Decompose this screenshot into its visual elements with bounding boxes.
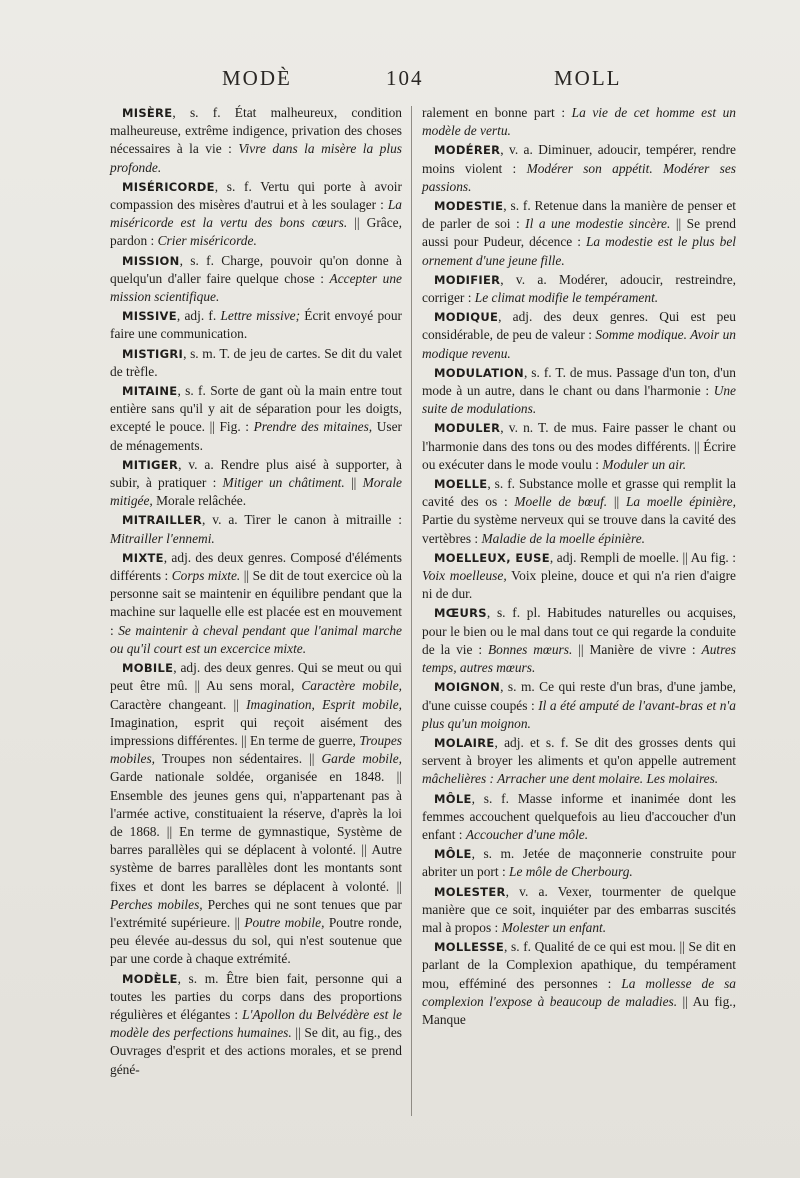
definition-text: , s. f. Retenue dans la manière de penser et de parler de soi : [422, 198, 736, 232]
definition-text: , v. a. Rendre plus aisé à supporter, à subir, à pratiquer : [110, 456, 402, 491]
example-text: Voix moelleuse, [422, 568, 507, 584]
example-text: La modestie est le plus bel ornement d'une jeune fille. [422, 234, 736, 268]
dictionary-entry [422, 419, 736, 474]
dictionary-entry [422, 475, 736, 548]
entry-headword: MODESTIE [434, 199, 504, 214]
dictionary-entry [422, 549, 736, 604]
entry-headword: MODÉRER [434, 143, 501, 158]
running-head [0, 66, 800, 98]
definition-text: Caractère changeant. || [110, 696, 247, 712]
entry-headword: MOIGNON [434, 680, 501, 695]
definition-text: , v. a. Vexer, tourmenter de quelque manière que ce soit, inquiéter par des embarras suscités mal à propos : [422, 883, 736, 935]
entry-headword: MISÈRE [122, 106, 173, 120]
dictionary-entry [110, 511, 402, 547]
definition-text: || Se dit de tout exercice où la personne sait se maintenir en équilibre pendant que la machine sur laquelle elle est placée est en mouvement : [110, 568, 402, 638]
definition-text: , s. f. Vertu qui porte à avoir compassion des misères d'autrui et à les soulager : [110, 178, 402, 213]
definition-text: || [344, 475, 363, 491]
example-text: L'Apollon du Belvédère est le modèle des perfections humaines. [110, 1006, 402, 1041]
example-text: Le climat modifie le tempérament. [474, 290, 659, 306]
entry-headword: MISSION [122, 253, 180, 268]
entry-headword: MODIQUE [434, 310, 499, 325]
definition-text: , s. f. Qualité de ce qui est mou. || Se dit en parlant de la Complexion apathique, du tempérament mou, efféminé des personnes : [422, 939, 736, 991]
definition-text: Garde nationale soldée, organisée en 1848. || Ensemble des jeunes gens qui, n'appartenant pas à l'armée active, constituaient la réserve, d'après la loi de 1868. || En terme de gymnastique, Système de barres parallèles qui se déplacent à volonté. || Autre système de barres parallèles dont les montants sont fixes et dont les barres se déplacent à volonté. || [110, 769, 402, 894]
dictionary-entry [110, 382, 402, 455]
example-text: La moelle épinière, [625, 494, 736, 510]
definition-text: , s. m. Être bien fait, personne qui a toutes les parties du corps dans des proportions régulières et élégantes : [110, 970, 402, 1022]
dictionary-entry [422, 734, 736, 789]
example-text: La miséricorde est la vertu des bons cœurs. [110, 197, 402, 231]
definition-text: || Grâce, pardon : [110, 215, 402, 249]
entry-headword: MODIFIER [434, 272, 501, 287]
definition-text: , v. a. Tirer le canon à mitraille : [201, 512, 402, 528]
definition-text: , s. m. Ce qui reste d'un bras, d'une jambe, d'une cuisse coupés : [422, 679, 736, 713]
definition-text: ralement en bonne part : [422, 105, 572, 120]
example-text: Maladie de la moelle épinière. [481, 530, 645, 546]
example-text: Poutre mobile, [244, 914, 325, 930]
example-text: Vivre dans la misère la plus profonde. [110, 141, 402, 175]
entry-headword: MODULER [434, 421, 501, 436]
definition-text: , s. f. pl. Habitudes naturelles ou acquises, pour le bien ou le mal dans tout ce qui regarde la conduite de la vie : [422, 605, 736, 657]
example-text: Accoucher d'une môle. [465, 826, 589, 842]
dictionary-entry [422, 104, 736, 140]
entry-headword: MITAINE [122, 384, 178, 399]
dictionary-entry [422, 197, 736, 270]
example-text: Molester un enfant. [501, 919, 607, 935]
dictionary-entry [422, 604, 736, 677]
entry-headword: MOLAIRE [434, 735, 495, 750]
dictionary-entry [110, 970, 402, 1079]
example-text: Une suite de modulations. [422, 383, 736, 417]
dictionary-entry [422, 678, 736, 733]
dictionary-entry [110, 345, 402, 381]
definition-text: , s. f. T. de mus. Passage d'un ton, d'un mode à un autre, dans le chant ou dans l'harmonie : [422, 364, 736, 399]
entry-headword: MIXTE [122, 550, 164, 565]
example-text: Corps mixte. [171, 568, 241, 584]
example-text: Perches mobiles, [110, 896, 203, 912]
dictionary-entry [422, 141, 736, 196]
definition-text: , adj. des deux genres. Qui se meut ou qui peut être mû. || Au sens moral, [110, 660, 402, 694]
definition-text: , v. a. Modérer, adoucir, restreindre, corriger : [422, 271, 736, 306]
example-text: Mitiger un châtiment. [222, 475, 345, 491]
dictionary-entry [422, 271, 736, 307]
example-text: Moduler un air. [602, 456, 687, 472]
example-text: Troupes mobiles, [110, 732, 402, 767]
entry-headword: MODÈLE [122, 971, 178, 986]
example-text: Il a été amputé de l'avant-bras et n'a plus qu'un moignon. [422, 697, 736, 731]
definition-text: , s. f. Charge, pouvoir qu'on donne à quelqu'un d'aller faire quelque chose : [110, 252, 402, 286]
entry-headword: MOELLEUX, EUSE [434, 550, 550, 565]
example-text: Lettre missive; [220, 308, 301, 324]
example-text: La vie de cet homme est un modèle de vertu. [422, 105, 737, 139]
definition-text: || Se prend aussi pour Pudeur, décence : [422, 216, 736, 250]
definition-text: , adj. et s. f. Se dit des grosses dents qui servent à broyer les aliments et qu'on appelle autrement [422, 734, 736, 769]
definition-text: , s. m. Jetée de maçonnerie construite pour abriter un port : [422, 846, 736, 880]
definition-text: , adj. Rempli de moelle. || Au fig. : [549, 549, 736, 565]
example-text: Le môle de Cherbourg. [509, 864, 633, 880]
definition-text: , adj. des deux genres. Qui est peu considérable, de peu de valeur : [422, 309, 736, 343]
definition-text: , s. f. Masse informe et inanimée dont les femmes accouchent quelquefois au lieu d'accoucher d'un enfant : [422, 790, 736, 842]
definition-text: , v. a. Diminuer, adoucir, tempérer, rendre moins violent : [422, 142, 736, 176]
entry-headword: MISSIVE [122, 309, 177, 324]
dictionary-entry [110, 104, 402, 177]
dictionary-entry [422, 364, 736, 419]
example-text: Autres temps, autres mœurs. [422, 641, 736, 676]
dictionary-entry [110, 178, 402, 251]
definition-text: , s. f. Substance molle et grasse qui remplit la cavité des os : [422, 476, 736, 510]
definition-text: Troupes non sédentaires. || [155, 751, 322, 767]
page-number: 104 [386, 66, 424, 90]
dictionary-entry [110, 252, 402, 307]
example-text: Garde mobile, [321, 751, 402, 767]
example-text: Modérer son appétit. Modérer ses passions. [422, 160, 736, 194]
entry-headword: MOBILE [122, 661, 174, 676]
dictionary-entry [422, 938, 736, 1029]
definition-text: , s. f. Sorte de gant où la main entre tout entière sans qu'il y ait de séparation pour les doigts, excepté le pouce. || Fig. : [110, 383, 402, 435]
dictionary-entry [422, 845, 736, 881]
definition-text: User de ménagements. [110, 419, 403, 453]
entry-headword: MISTIGRI [122, 346, 184, 361]
entry-headword: MITIGER [122, 457, 179, 472]
definition-text: , adj. des deux genres. Composé d'éléments différents : [110, 549, 402, 584]
definition-text: , v. n. T. de mus. Faire passer le chant ou l'harmonie dans des tons ou des modes différents. || Écrire ou exécuter dans le mode voulu : [422, 420, 736, 472]
definition-text: || Au fig., Manque [422, 993, 736, 1027]
entry-headword: MISÉRICORDE [122, 179, 215, 194]
dictionary-entry [422, 790, 736, 845]
example-text: Mitrailler l'ennemi. [110, 530, 215, 546]
entry-headword: MÔLE [434, 847, 472, 862]
dictionary-entry [422, 308, 736, 363]
definition-text: Écrit envoyé pour faire une communication. [110, 308, 403, 342]
definition-text: Morale relâchée. [152, 493, 247, 509]
example-text: mâchelières : Arracher une dent molaire. Les molaires. [422, 771, 719, 787]
definition-text: , s. m. T. de jeu de cartes. Se dit du valet de trèfle. [110, 345, 402, 379]
dictionary-entry [110, 659, 402, 968]
example-text: Caractère mobile, [301, 678, 402, 694]
entry-headword: MITRAILLER [122, 513, 202, 528]
definition-text: Voix pleine, douce et qui n'a rien d'aigre ni de dur. [422, 568, 736, 602]
dictionary-entry [422, 883, 736, 938]
definition-text: Poutre ronde, peu élevée au-dessus du sol, qui n'est soutenue que par une corde à chaque extrémité. [110, 914, 402, 967]
entry-headword: MŒURS [434, 606, 487, 621]
entry-headword: MODULATION [434, 365, 524, 380]
right-column [422, 104, 736, 1030]
definition-text: Perches qui ne sont tenues que par l'extrémité supérieure. || [110, 896, 402, 930]
entry-headword: MOELLE [434, 477, 488, 492]
example-text: Morale mitigée, [110, 475, 402, 509]
header-right-guideword: MOLL [554, 66, 622, 90]
example-text: Crier miséricorde. [157, 233, 257, 249]
entry-headword: MOLLESSE [434, 940, 505, 955]
entry-headword: MÔLE [434, 791, 472, 806]
example-text: Prendre des mitaines, [253, 419, 373, 435]
definition-text: , s. f. État malheureux, condition malheureuse, extrême indigence, privation des choses nécessaires à la vie : [110, 105, 402, 157]
dictionary-entry [110, 549, 402, 658]
definition-text: , adj. f. [176, 308, 221, 324]
definition-text: || Se dit, au fig., des Ouvrages d'esprit et des actions morales, et se prend géné- [110, 1025, 403, 1077]
example-text: Imagination, Esprit mobile, [246, 696, 402, 712]
left-column [110, 104, 402, 1080]
entry-headword: MOLESTER [434, 884, 506, 899]
header-left-guideword: MODÈ [222, 66, 292, 90]
example-text: La mollesse de sa complexion l'expose à beaucoup de maladies. [422, 975, 736, 1009]
definition-text: || Manière de vivre : [572, 641, 702, 657]
example-text: Somme modique. Avoir un modique revenu. [422, 327, 737, 361]
definition-text: Imagination, esprit qui reçoit aisément des impressions différentes. || En terme de guerre, [110, 714, 402, 748]
example-text: Bonnes mœurs. [487, 641, 573, 657]
example-text: Moelle de bœuf. [514, 494, 608, 510]
example-text: Se maintenir à cheval pendant que l'animal marche ou qu'il court est un excercice mixte. [110, 622, 402, 656]
definition-text: || [607, 494, 626, 510]
column-divider [411, 106, 412, 1116]
example-text: Accepter une mission scientifique. [110, 270, 402, 305]
dictionary-entry [110, 307, 402, 343]
dictionary-entry [110, 456, 402, 511]
example-text: Il a une modestie sincère. [525, 216, 671, 232]
definition-text: Partie du système nerveux qui se trouve dans la cavité des vertèbres : [422, 512, 736, 546]
